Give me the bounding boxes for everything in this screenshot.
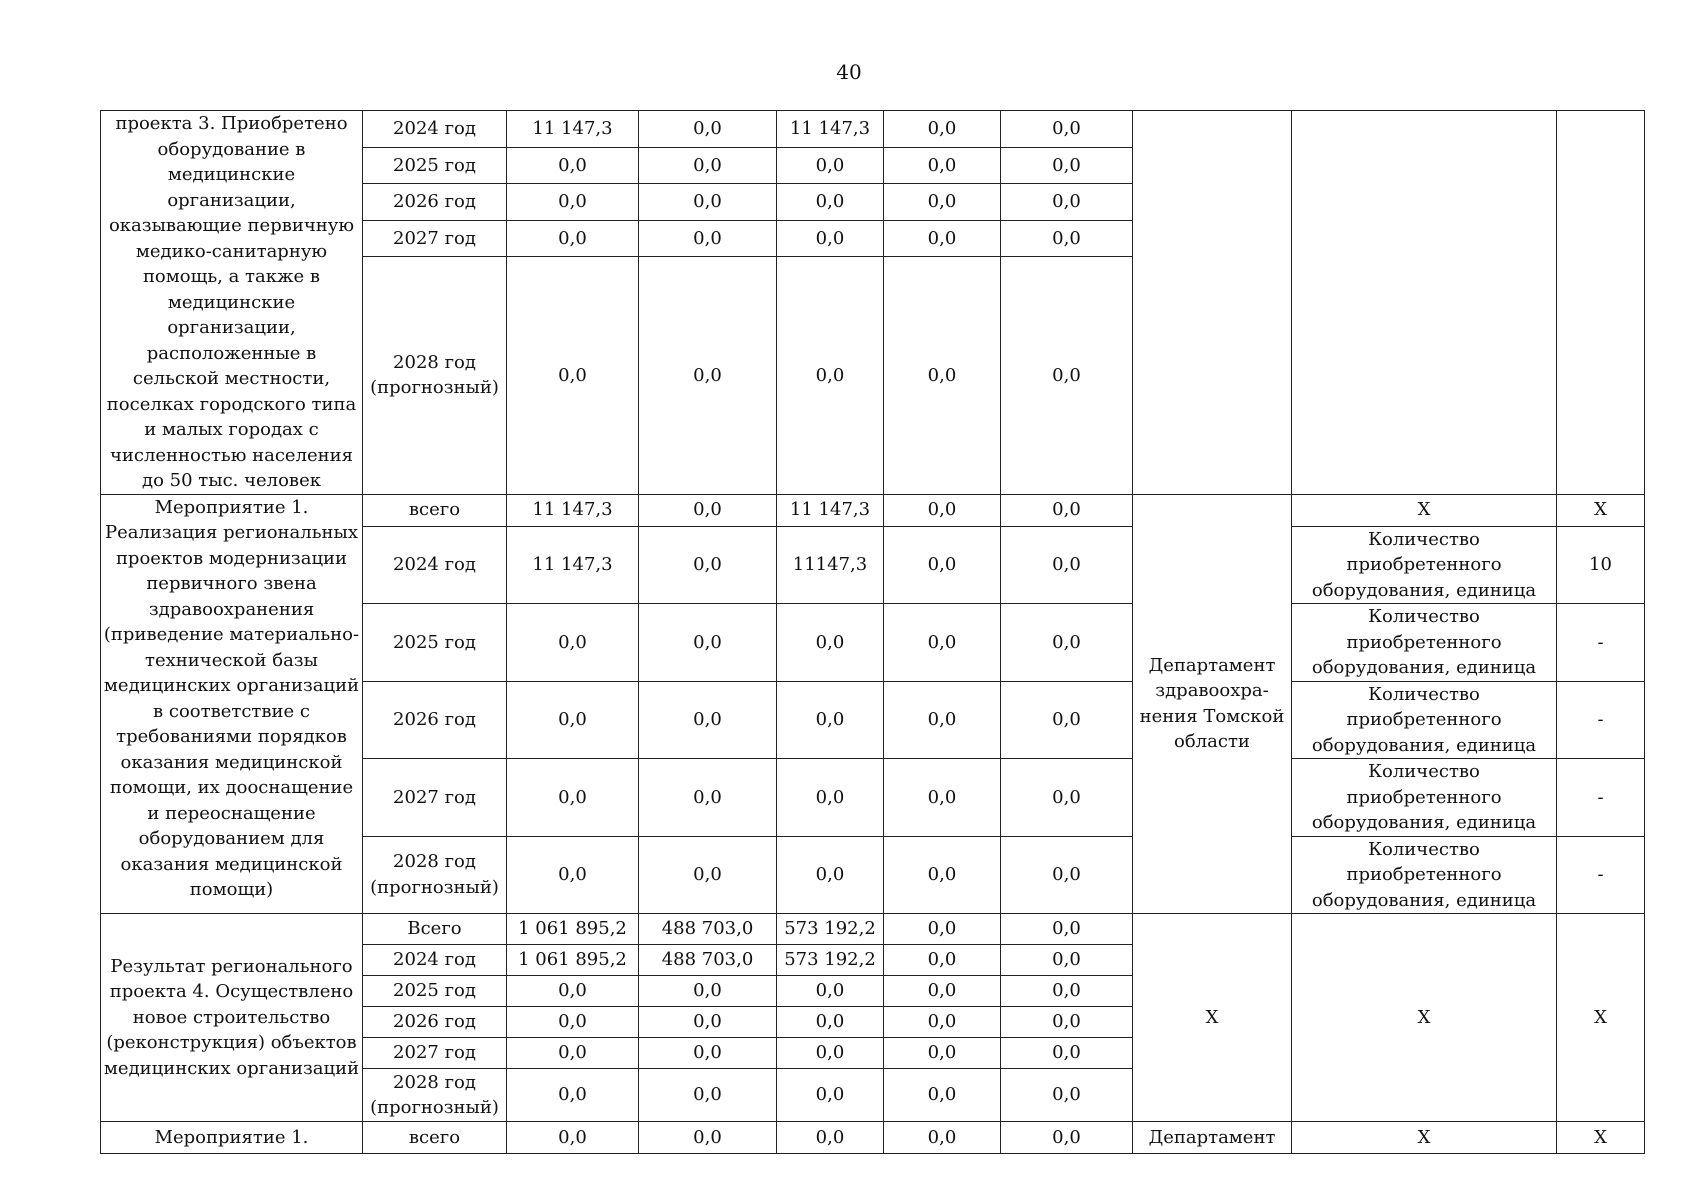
- value-cell: 0,0: [777, 1038, 884, 1069]
- value-cell: 488 703,0: [639, 914, 777, 945]
- period-cell: 2028 год (прогнозный): [363, 836, 507, 914]
- value-cell: 573 192,2: [777, 914, 884, 945]
- value-cell: 0,0: [639, 1007, 777, 1038]
- indicator-value-cell: X: [1557, 1122, 1645, 1154]
- executor-cell: X: [1133, 914, 1292, 1122]
- value-cell: 0,0: [884, 759, 1001, 837]
- value-cell: 0,0: [1001, 1007, 1133, 1038]
- value-cell: 0,0: [884, 526, 1001, 604]
- value-cell: 0,0: [507, 759, 639, 837]
- period-cell: 2025 год: [363, 976, 507, 1007]
- value-cell: 11 147,3: [777, 111, 884, 148]
- value-cell: 0,0: [884, 1038, 1001, 1069]
- value-cell: 0,0: [777, 976, 884, 1007]
- value-cell: 0,0: [777, 1122, 884, 1154]
- value-cell: 11147,3: [777, 526, 884, 604]
- indicator-value-cell: 10: [1557, 526, 1645, 604]
- executor-cell: Департамент здравоохра-нения Томской области: [1133, 494, 1292, 914]
- executor-cell: Департамент: [1133, 1122, 1292, 1154]
- indicator-cell: Количество приобретенного оборудования, единица: [1292, 836, 1557, 914]
- value-cell: 0,0: [639, 836, 777, 914]
- value-cell: 0,0: [1001, 1069, 1133, 1122]
- indicator-cell: Количество приобретенного оборудования, единица: [1292, 604, 1557, 682]
- indicator-value-cell: -: [1557, 681, 1645, 759]
- value-cell: 0,0: [777, 1069, 884, 1122]
- value-cell: 1 061 895,2: [507, 914, 639, 945]
- value-cell: 0,0: [639, 976, 777, 1007]
- value-cell: 0,0: [1001, 1122, 1133, 1154]
- value-cell: 0,0: [884, 147, 1001, 184]
- value-cell: 0,0: [884, 1122, 1001, 1154]
- value-cell: 0,0: [884, 914, 1001, 945]
- value-cell: 0,0: [1001, 494, 1133, 526]
- period-cell: Всего: [363, 914, 507, 945]
- indicator-cell: X: [1292, 914, 1557, 1122]
- period-cell: 2026 год: [363, 681, 507, 759]
- value-cell: 0,0: [777, 1007, 884, 1038]
- indicator-cell: X: [1292, 1122, 1557, 1154]
- indicator-cell: Количество приобретенного оборудования, единица: [1292, 526, 1557, 604]
- value-cell: 0,0: [777, 604, 884, 682]
- value-cell: 0,0: [884, 681, 1001, 759]
- value-cell: 0,0: [1001, 184, 1133, 221]
- value-cell: 0,0: [507, 836, 639, 914]
- value-cell: 0,0: [507, 1038, 639, 1069]
- table-row: [101, 914, 1645, 945]
- value-cell: 0,0: [639, 184, 777, 221]
- value-cell: 0,0: [507, 604, 639, 682]
- measure-description: Мероприятие 1.: [101, 1122, 363, 1154]
- value-cell: 11 147,3: [777, 494, 884, 526]
- value-cell: 0,0: [639, 147, 777, 184]
- indicator-value-cell: -: [1557, 604, 1645, 682]
- value-cell: 0,0: [1001, 526, 1133, 604]
- value-cell: 0,0: [884, 220, 1001, 257]
- period-cell: 2024 год: [363, 111, 507, 148]
- period-cell: всего: [363, 1122, 507, 1154]
- value-cell: 0,0: [1001, 681, 1133, 759]
- value-cell: 0,0: [639, 494, 777, 526]
- value-cell: 0,0: [507, 257, 639, 494]
- result-description: Результат регионального проекта 4. Осуществлено новое строительство (реконструкция) объектов медицинских организаций: [101, 914, 363, 1122]
- value-cell: 0,0: [777, 759, 884, 837]
- value-cell: 0,0: [777, 836, 884, 914]
- value-cell: 0,0: [1001, 257, 1133, 494]
- value-cell: 0,0: [507, 1069, 639, 1122]
- value-cell: 0,0: [639, 1038, 777, 1069]
- table-row: [101, 111, 1645, 148]
- period-cell: 2027 год: [363, 759, 507, 837]
- period-cell: 2025 год: [363, 604, 507, 682]
- value-cell: 0,0: [884, 836, 1001, 914]
- period-cell: всего: [363, 494, 507, 526]
- value-cell: 0,0: [777, 220, 884, 257]
- value-cell: 0,0: [777, 681, 884, 759]
- value-cell: 0,0: [639, 257, 777, 494]
- period-cell: 2027 год: [363, 220, 507, 257]
- value-cell: 0,0: [884, 945, 1001, 976]
- indicator-value-cell: X: [1557, 914, 1645, 1122]
- indicator-cell: [1292, 111, 1557, 495]
- value-cell: 0,0: [1001, 111, 1133, 148]
- value-cell: 0,0: [1001, 945, 1133, 976]
- value-cell: 0,0: [507, 681, 639, 759]
- value-cell: 0,0: [639, 111, 777, 148]
- value-cell: 0,0: [884, 257, 1001, 494]
- indicator-cell: Количество приобретенного оборудования, единица: [1292, 681, 1557, 759]
- period-cell: 2025 год: [363, 147, 507, 184]
- value-cell: 573 192,2: [777, 945, 884, 976]
- value-cell: 0,0: [1001, 220, 1133, 257]
- value-cell: 0,0: [639, 1122, 777, 1154]
- value-cell: 0,0: [884, 1069, 1001, 1122]
- indicator-value-cell: X: [1557, 494, 1645, 526]
- period-cell: 2028 год (прогнозный): [363, 1069, 507, 1122]
- value-cell: 0,0: [639, 759, 777, 837]
- value-cell: 11 147,3: [507, 526, 639, 604]
- value-cell: 0,0: [884, 494, 1001, 526]
- value-cell: 0,0: [639, 220, 777, 257]
- value-cell: 0,0: [884, 976, 1001, 1007]
- value-cell: 0,0: [1001, 836, 1133, 914]
- value-cell: 0,0: [507, 147, 639, 184]
- value-cell: 0,0: [1001, 1038, 1133, 1069]
- value-cell: 0,0: [507, 976, 639, 1007]
- page-number: 40: [836, 60, 862, 84]
- value-cell: 0,0: [639, 604, 777, 682]
- value-cell: 0,0: [639, 526, 777, 604]
- value-cell: 0,0: [1001, 604, 1133, 682]
- indicator-cell: X: [1292, 494, 1557, 526]
- value-cell: 0,0: [507, 1122, 639, 1154]
- value-cell: 0,0: [884, 604, 1001, 682]
- value-cell: 0,0: [1001, 976, 1133, 1007]
- value-cell: 0,0: [1001, 147, 1133, 184]
- value-cell: 0,0: [884, 111, 1001, 148]
- result-description: проекта 3. Приобретено оборудование в медицинские организации, оказывающие первичную медико-санитарную помощь, а также в медицинские организации, расположенные в сельской местности, поселках городского типа и малых городах с численностью населения до 50 тыс. человек: [101, 111, 363, 495]
- value-cell: 0,0: [884, 184, 1001, 221]
- value-cell: 488 703,0: [639, 945, 777, 976]
- measure-description: Мероприятие 1. Реализация региональных проектов модернизации первичного звена здравоохранения (приведение материально-технической базы медицинских организаций в соответствие с требованиями порядков оказания медицинской помощи, их дооснащение и переоснащение оборудованием для оказания медицинской помощи): [101, 494, 363, 914]
- period-cell: 2026 год: [363, 184, 507, 221]
- value-cell: 0,0: [1001, 914, 1133, 945]
- value-cell: 0,0: [507, 1007, 639, 1038]
- period-cell: 2024 год: [363, 945, 507, 976]
- value-cell: 0,0: [639, 681, 777, 759]
- value-cell: 0,0: [777, 257, 884, 494]
- value-cell: 0,0: [777, 184, 884, 221]
- indicator-value-cell: -: [1557, 836, 1645, 914]
- period-cell: 2026 год: [363, 1007, 507, 1038]
- period-cell: 2027 год: [363, 1038, 507, 1069]
- executor-cell: [1133, 111, 1292, 495]
- period-cell: 2024 год: [363, 526, 507, 604]
- period-cell: 2028 год (прогнозный): [363, 257, 507, 494]
- indicator-value-cell: [1557, 111, 1645, 495]
- value-cell: 0,0: [884, 1007, 1001, 1038]
- indicator-value-cell: -: [1557, 759, 1645, 837]
- table-row: [101, 494, 1645, 526]
- value-cell: 11 147,3: [507, 111, 639, 148]
- value-cell: 0,0: [1001, 759, 1133, 837]
- value-cell: 1 061 895,2: [507, 945, 639, 976]
- value-cell: 0,0: [777, 147, 884, 184]
- value-cell: 0,0: [639, 1069, 777, 1122]
- indicator-cell: Количество приобретенного оборудования, единица: [1292, 759, 1557, 837]
- table-row: [101, 1122, 1645, 1154]
- program-table: [100, 110, 1645, 1154]
- value-cell: 0,0: [507, 184, 639, 221]
- value-cell: 0,0: [507, 220, 639, 257]
- value-cell: 11 147,3: [507, 494, 639, 526]
